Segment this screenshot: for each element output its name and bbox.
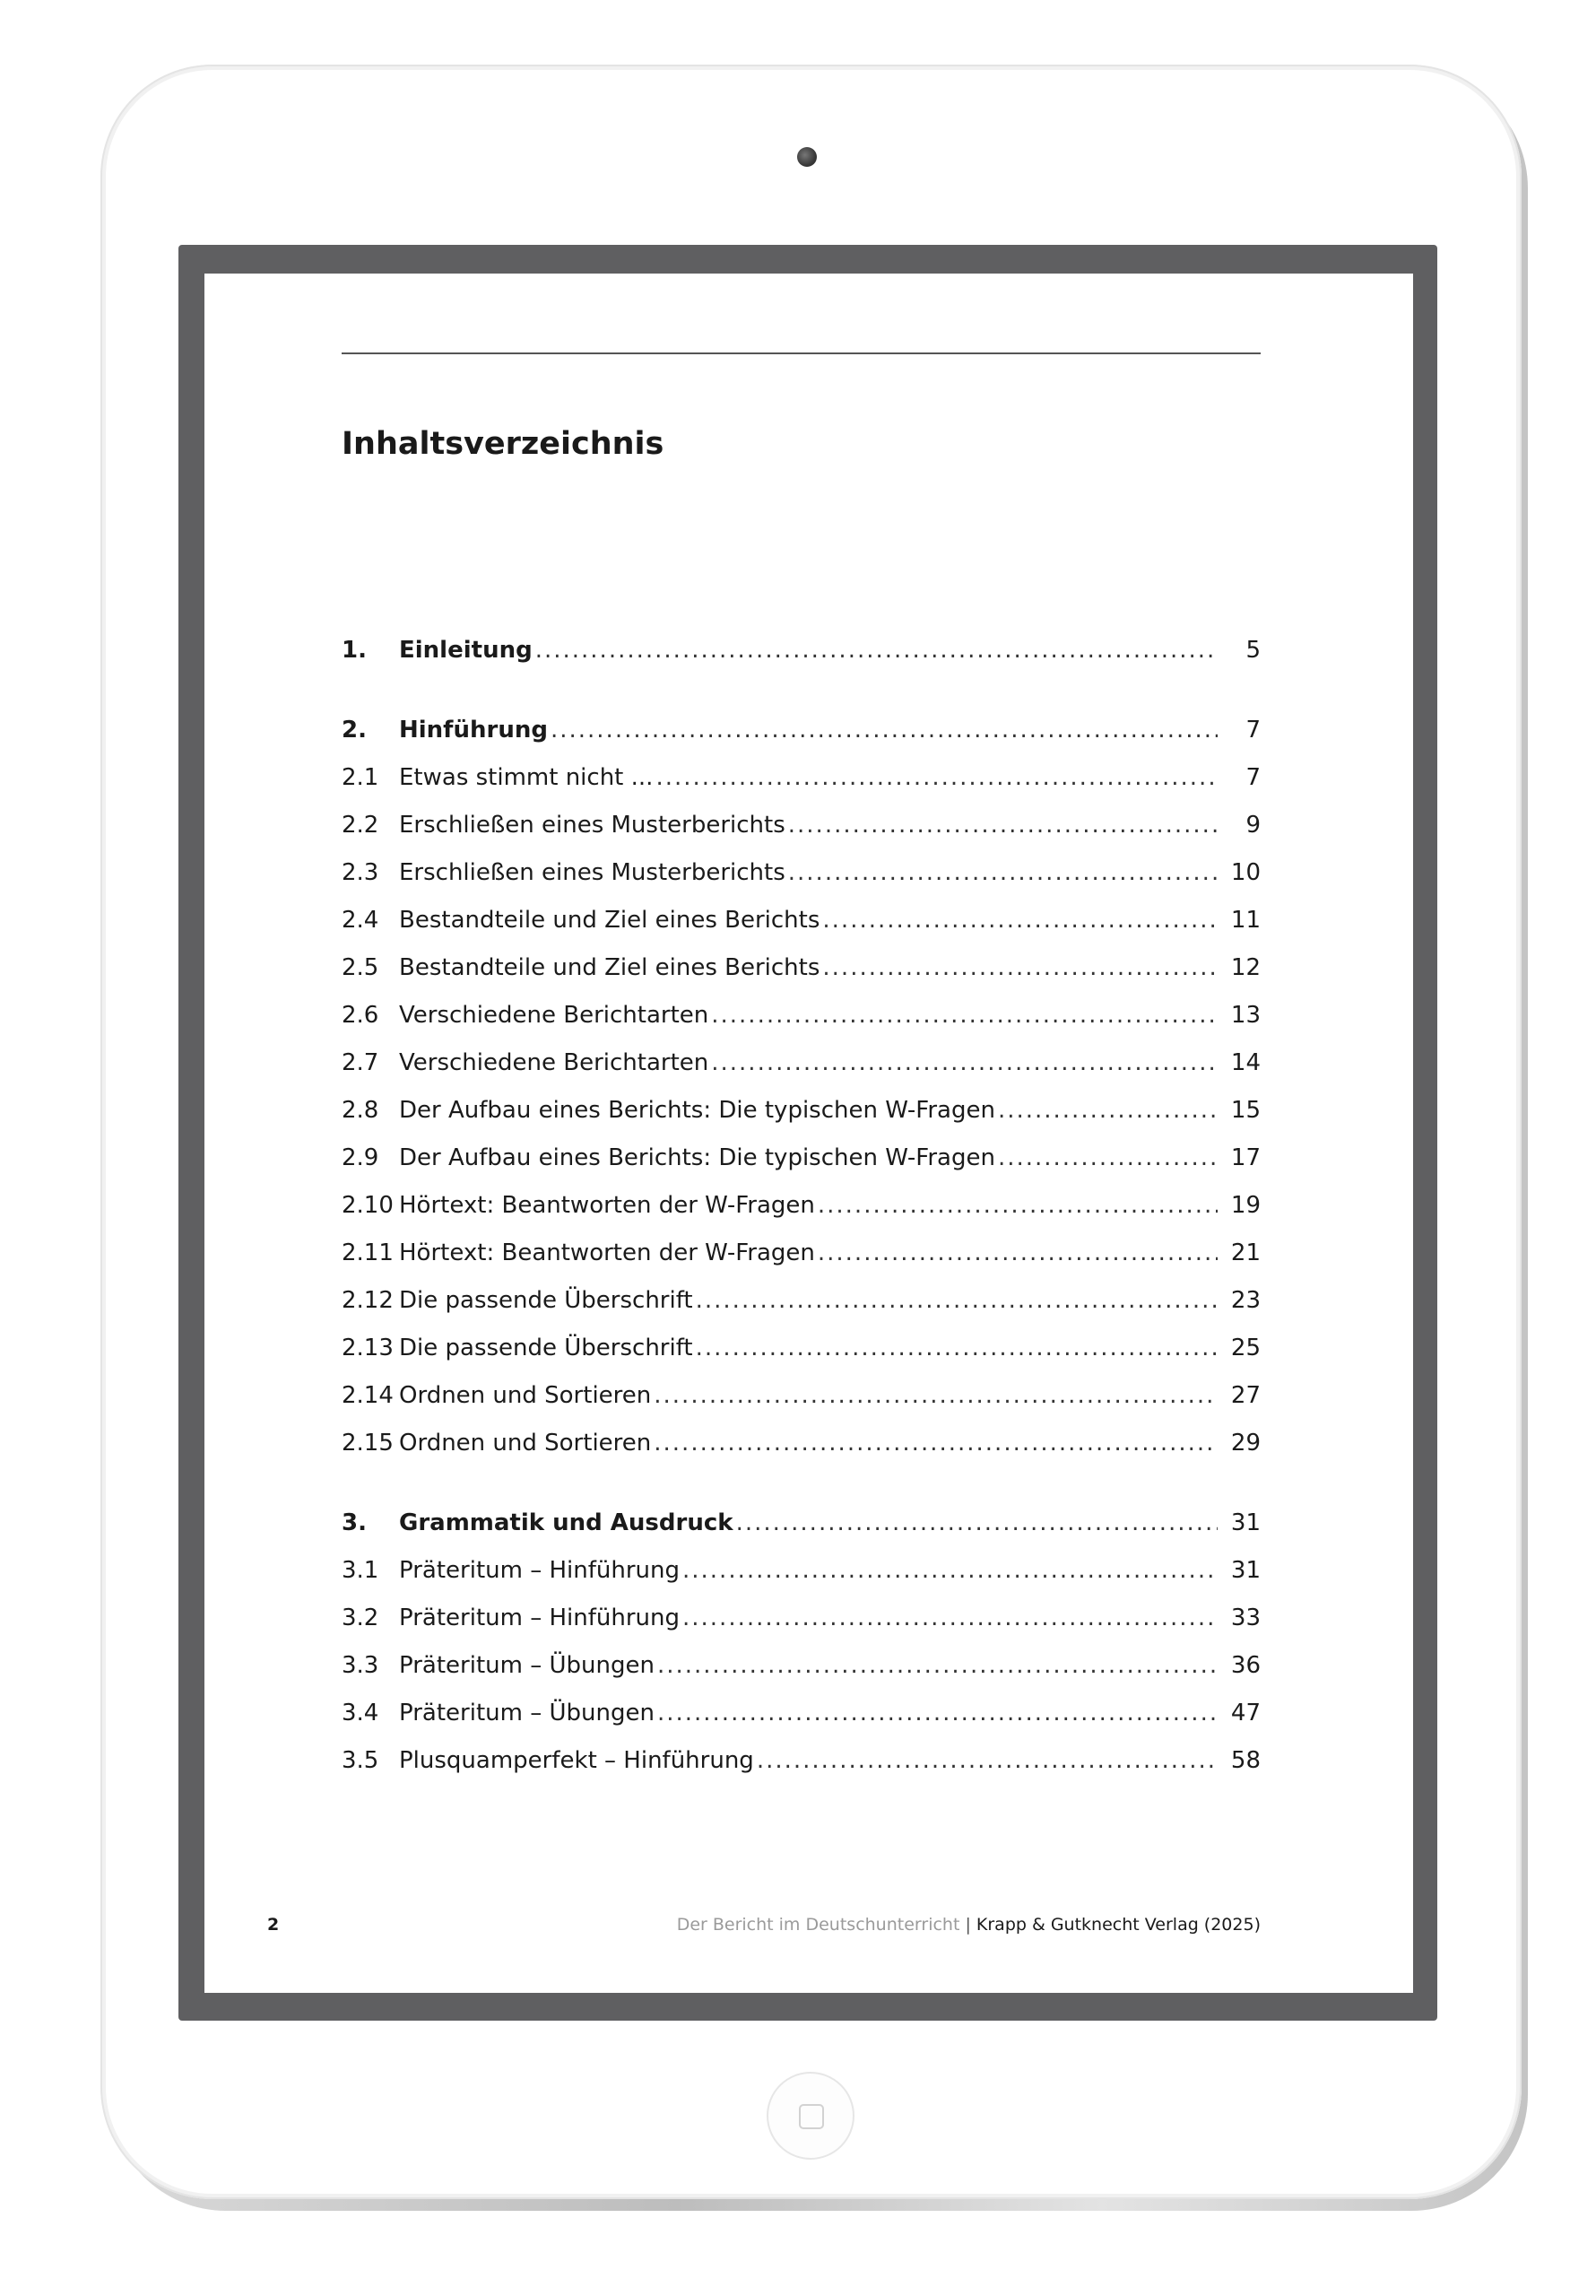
toc-title: Hinführung bbox=[399, 717, 548, 744]
toc-leader-dots bbox=[551, 717, 1218, 744]
toc-leader-dots bbox=[711, 1002, 1218, 1029]
toc-page-number: 7 bbox=[1245, 717, 1261, 744]
toc-title: Ordnen und Sortieren bbox=[399, 1382, 652, 1409]
toc-row[interactable] bbox=[342, 993, 1261, 1029]
toc-page-number: 7 bbox=[1245, 764, 1261, 791]
toc-page-number: 15 bbox=[1230, 1097, 1261, 1124]
toc-title: Bestandteile und Ziel eines Berichts bbox=[399, 907, 820, 934]
toc-page-number: 31 bbox=[1230, 1557, 1261, 1584]
toc-row[interactable] bbox=[342, 1373, 1261, 1409]
toc-page-number: 19 bbox=[1230, 1192, 1261, 1219]
toc-row[interactable] bbox=[342, 1183, 1261, 1219]
toc-page-number: 9 bbox=[1245, 812, 1261, 839]
toc-title: Präteritum – Übungen bbox=[399, 1700, 655, 1726]
toc-page-number: 10 bbox=[1230, 859, 1261, 886]
header-rule bbox=[342, 352, 1261, 354]
toc-leader-dots bbox=[788, 812, 1218, 839]
toc-leader-dots bbox=[788, 859, 1218, 886]
toc-title: Der Aufbau eines Berichts: Die typischen W-Fragen bbox=[399, 1144, 995, 1171]
toc-title: Etwas stimmt nicht ... bbox=[399, 764, 654, 791]
toc-leader-dots bbox=[655, 764, 1218, 791]
toc-number: 2.5 bbox=[342, 954, 379, 981]
toc-row[interactable] bbox=[342, 803, 1261, 839]
toc-number: 2.10 bbox=[342, 1192, 394, 1219]
toc-row[interactable] bbox=[342, 945, 1261, 981]
toc-title: Die passende Überschrift bbox=[399, 1335, 693, 1361]
toc-row[interactable] bbox=[342, 1278, 1261, 1314]
toc-row[interactable] bbox=[342, 1040, 1261, 1076]
toc-row[interactable] bbox=[342, 898, 1261, 934]
toc-title: Die passende Überschrift bbox=[399, 1287, 693, 1314]
toc-leader-dots bbox=[657, 1700, 1218, 1726]
toc-leader-dots bbox=[998, 1097, 1218, 1124]
toc-number: 2.15 bbox=[342, 1430, 394, 1457]
toc-page-number: 25 bbox=[1230, 1335, 1261, 1361]
toc-row[interactable] bbox=[342, 1088, 1261, 1124]
toc-chapter-row[interactable] bbox=[342, 628, 1261, 664]
toc-number: 2.11 bbox=[342, 1239, 394, 1266]
toc-chapter-row[interactable] bbox=[342, 708, 1261, 744]
toc-number: 2.12 bbox=[342, 1287, 394, 1314]
toc-row[interactable] bbox=[342, 1596, 1261, 1631]
toc-number: 2.8 bbox=[342, 1097, 379, 1124]
toc-leader-dots bbox=[682, 1557, 1218, 1584]
toc-number: 3.1 bbox=[342, 1557, 379, 1584]
toc-title: Einleitung bbox=[399, 637, 533, 664]
toc-leader-dots bbox=[822, 907, 1218, 934]
toc-number: 2.3 bbox=[342, 859, 379, 886]
toc-page-number: 14 bbox=[1230, 1049, 1261, 1076]
toc-row[interactable] bbox=[342, 755, 1261, 791]
toc-page-number: 36 bbox=[1230, 1652, 1261, 1679]
toc-page-number: 21 bbox=[1230, 1239, 1261, 1266]
toc-number: 2.4 bbox=[342, 907, 379, 934]
toc-title: Grammatik und Ausdruck bbox=[399, 1509, 733, 1536]
toc-row[interactable] bbox=[342, 1738, 1261, 1774]
toc-number: 2.7 bbox=[342, 1049, 379, 1076]
toc-number: 3.3 bbox=[342, 1652, 379, 1679]
toc-leader-dots bbox=[822, 954, 1218, 981]
toc-leader-dots bbox=[736, 1509, 1218, 1536]
toc-page-number: 31 bbox=[1230, 1509, 1261, 1536]
toc-number: 2.6 bbox=[342, 1002, 379, 1029]
toc-page-number: 33 bbox=[1230, 1605, 1261, 1631]
toc-chapter-row[interactable] bbox=[342, 1500, 1261, 1536]
toc-leader-dots bbox=[757, 1747, 1218, 1774]
toc-page-number: 12 bbox=[1230, 954, 1261, 981]
camera-icon bbox=[797, 147, 817, 167]
toc-number: 2. bbox=[342, 717, 367, 744]
toc-leader-dots bbox=[696, 1335, 1218, 1361]
toc-number: 1. bbox=[342, 637, 367, 664]
toc-row[interactable] bbox=[342, 1691, 1261, 1726]
toc-number: 2.2 bbox=[342, 812, 379, 839]
toc-page-number: 17 bbox=[1230, 1144, 1261, 1171]
toc-page-number: 11 bbox=[1230, 907, 1261, 934]
footer-book-title: Der Bericht im Deutschunterricht bbox=[676, 1915, 960, 1935]
toc-row[interactable] bbox=[342, 1135, 1261, 1171]
toc-number: 2.13 bbox=[342, 1335, 394, 1361]
toc-title: Präteritum – Hinführung bbox=[399, 1557, 680, 1584]
page-footer bbox=[267, 1915, 1261, 1942]
toc-number: 2.14 bbox=[342, 1382, 394, 1409]
toc-row[interactable] bbox=[342, 850, 1261, 886]
footer-separator: | bbox=[965, 1915, 971, 1935]
toc-title: Plusquamperfekt – Hinführung bbox=[399, 1747, 754, 1774]
toc-leader-dots bbox=[682, 1605, 1218, 1631]
toc-title: Verschiedene Berichtarten bbox=[399, 1002, 709, 1029]
toc-number: 3.2 bbox=[342, 1605, 379, 1631]
toc-number: 2.1 bbox=[342, 764, 379, 791]
toc-leader-dots bbox=[711, 1049, 1218, 1076]
toc-title: Verschiedene Berichtarten bbox=[399, 1049, 709, 1076]
footer-publisher: Krapp & Gutknecht Verlag (2025) bbox=[976, 1915, 1261, 1935]
toc-title: Erschließen eines Musterberichts bbox=[399, 812, 785, 839]
toc-page-number: 23 bbox=[1230, 1287, 1261, 1314]
document-page[interactable] bbox=[204, 274, 1413, 1993]
toc-row[interactable] bbox=[342, 1548, 1261, 1584]
toc-number: 2.9 bbox=[342, 1144, 379, 1171]
toc-leader-dots bbox=[657, 1652, 1218, 1679]
toc-leader-dots bbox=[818, 1239, 1218, 1266]
toc-page-number: 5 bbox=[1245, 637, 1261, 664]
toc-title: Hörtext: Beantworten der W-Fragen bbox=[399, 1239, 815, 1266]
toc-leader-dots bbox=[654, 1382, 1218, 1409]
toc-leader-dots bbox=[818, 1192, 1218, 1219]
toc-title: Präteritum – Hinführung bbox=[399, 1605, 680, 1631]
toc-page-number: 47 bbox=[1230, 1700, 1261, 1726]
toc-title: Hörtext: Beantworten der W-Fragen bbox=[399, 1192, 815, 1219]
toc-title: Der Aufbau eines Berichts: Die typischen W-Fragen bbox=[399, 1097, 995, 1124]
toc-number: 3.5 bbox=[342, 1747, 379, 1774]
home-square-icon bbox=[799, 2104, 824, 2129]
toc-number: 3.4 bbox=[342, 1700, 379, 1726]
toc-leader-dots bbox=[696, 1287, 1218, 1314]
toc-leader-dots bbox=[998, 1144, 1218, 1171]
toc-row[interactable] bbox=[342, 1326, 1261, 1361]
toc-number: 3. bbox=[342, 1509, 367, 1536]
toc-page-number: 29 bbox=[1230, 1430, 1261, 1457]
home-button[interactable] bbox=[767, 2072, 854, 2160]
toc-page-number: 27 bbox=[1230, 1382, 1261, 1409]
toc-leader-dots bbox=[654, 1430, 1218, 1457]
toc-page-number: 58 bbox=[1230, 1747, 1261, 1774]
toc-row[interactable] bbox=[342, 1643, 1261, 1679]
toc-row[interactable] bbox=[342, 1231, 1261, 1266]
toc-title: Erschließen eines Musterberichts bbox=[399, 859, 785, 886]
footer-source bbox=[677, 1915, 1261, 1935]
toc-title: Ordnen und Sortieren bbox=[399, 1430, 652, 1457]
page-title: Inhaltsverzeichnis bbox=[342, 426, 664, 462]
toc-title: Bestandteile und Ziel eines Berichts bbox=[399, 954, 820, 981]
toc-leader-dots bbox=[535, 637, 1218, 664]
toc-page-number: 13 bbox=[1230, 1002, 1261, 1029]
toc-row[interactable] bbox=[342, 1421, 1261, 1457]
toc-title: Präteritum – Übungen bbox=[399, 1652, 655, 1679]
page-number: 2 bbox=[267, 1915, 280, 1935]
